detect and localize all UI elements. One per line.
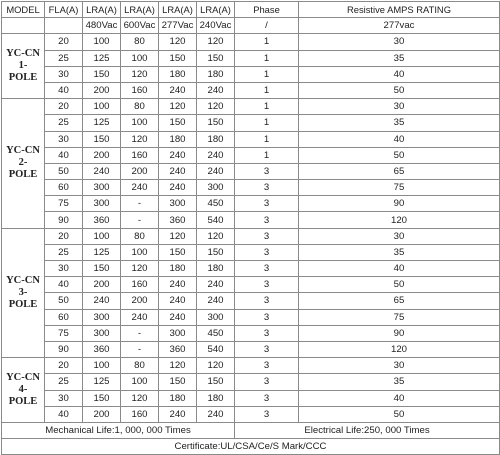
table-row xyxy=(2,99,500,115)
mechanical-life: Mechanical Life:1, 000, 000 Times xyxy=(2,422,235,438)
lra-240-cell: 450 xyxy=(197,325,235,341)
phase-cell: 3 xyxy=(235,244,299,260)
resistive-cell: 50 xyxy=(299,147,500,163)
table-row xyxy=(2,406,500,422)
lra-480-cell: 150 xyxy=(83,390,121,406)
phase-cell: 3 xyxy=(235,374,299,390)
lra-240-cell: 240 xyxy=(197,293,235,309)
lra-240-cell: 150 xyxy=(197,374,235,390)
table-row xyxy=(2,115,500,131)
subheader-480vac: 480Vac xyxy=(83,18,121,34)
lra-277-cell: 240 xyxy=(159,406,197,422)
table-row xyxy=(2,277,500,293)
table-row xyxy=(2,180,500,196)
phase-cell: 3 xyxy=(235,293,299,309)
lra-277-cell: 240 xyxy=(159,309,197,325)
header-lra-600: LRA(A) xyxy=(121,2,159,18)
lra-600-cell: - xyxy=(121,341,159,357)
resistive-cell: 65 xyxy=(299,293,500,309)
phase-cell: 3 xyxy=(235,390,299,406)
lra-277-cell: 120 xyxy=(159,99,197,115)
lra-240-cell: 240 xyxy=(197,147,235,163)
header-lra-480: LRA(A) xyxy=(83,2,121,18)
phase-cell: 3 xyxy=(235,325,299,341)
lra-277-cell: 150 xyxy=(159,374,197,390)
phase-cell: 3 xyxy=(235,261,299,277)
lra-600-cell: 160 xyxy=(121,277,159,293)
lra-480-cell: 100 xyxy=(83,99,121,115)
lra-480-cell: 100 xyxy=(83,358,121,374)
resistive-cell: 50 xyxy=(299,277,500,293)
lra-480-cell: 300 xyxy=(83,309,121,325)
resistive-cell: 50 xyxy=(299,82,500,98)
lra-277-cell: 240 xyxy=(159,147,197,163)
lra-240-cell: 180 xyxy=(197,261,235,277)
resistive-cell: 75 xyxy=(299,309,500,325)
lra-277-cell: 240 xyxy=(159,163,197,179)
lra-600-cell: 120 xyxy=(121,261,159,277)
lra-240-cell: 120 xyxy=(197,358,235,374)
model-line: 3- xyxy=(18,286,28,298)
model-cell xyxy=(2,228,45,358)
model-cell xyxy=(2,358,45,423)
lra-480-cell: 150 xyxy=(83,261,121,277)
table-row xyxy=(2,196,500,212)
table-row xyxy=(2,325,500,341)
subheader-240vac: 240Vac xyxy=(197,18,235,34)
lra-600-cell: 80 xyxy=(121,34,159,50)
fla-cell: 25 xyxy=(45,374,83,390)
model-line: POLE xyxy=(8,396,38,407)
lra-277-cell: 360 xyxy=(159,341,197,357)
fla-cell: 25 xyxy=(45,244,83,260)
fla-cell: 60 xyxy=(45,180,83,196)
lra-480-cell: 200 xyxy=(83,82,121,98)
certificate-row xyxy=(2,439,500,455)
fla-cell: 60 xyxy=(45,309,83,325)
lra-480-cell: 125 xyxy=(83,374,121,390)
lra-600-cell: 200 xyxy=(121,163,159,179)
table-row xyxy=(2,374,500,390)
lra-480-cell: 300 xyxy=(83,180,121,196)
resistive-cell: 30 xyxy=(299,358,500,374)
lra-600-cell: 160 xyxy=(121,406,159,422)
subheader-row xyxy=(2,18,500,34)
rating-table xyxy=(1,1,500,455)
electrical-life: Electrical Life:250, 000 Times xyxy=(235,422,500,438)
model-line: YC-CN xyxy=(6,48,40,60)
resistive-cell: 30 xyxy=(299,34,500,50)
table-row xyxy=(2,358,500,374)
lra-600-cell: 120 xyxy=(121,390,159,406)
lra-240-cell: 540 xyxy=(197,341,235,357)
table-row xyxy=(2,66,500,82)
lra-240-cell: 180 xyxy=(197,390,235,406)
lra-480-cell: 125 xyxy=(83,115,121,131)
table-row xyxy=(2,131,500,147)
model-cell xyxy=(2,99,45,229)
fla-cell: 20 xyxy=(45,99,83,115)
fla-cell: 20 xyxy=(45,228,83,244)
resistive-cell: 50 xyxy=(299,406,500,422)
lra-240-cell: 150 xyxy=(197,244,235,260)
table-row xyxy=(2,228,500,244)
fla-cell: 75 xyxy=(45,325,83,341)
lra-600-cell: 100 xyxy=(121,50,159,66)
lra-240-cell: 450 xyxy=(197,196,235,212)
phase-cell: 1 xyxy=(235,99,299,115)
phase-cell: 1 xyxy=(235,131,299,147)
fla-cell: 30 xyxy=(45,66,83,82)
subheader-phase: / xyxy=(235,18,299,34)
resistive-cell: 120 xyxy=(299,341,500,357)
lra-240-cell: 120 xyxy=(197,99,235,115)
phase-cell: 1 xyxy=(235,34,299,50)
lra-600-cell: - xyxy=(121,196,159,212)
resistive-cell: 90 xyxy=(299,325,500,341)
resistive-cell: 35 xyxy=(299,50,500,66)
lra-480-cell: 200 xyxy=(83,147,121,163)
table-row xyxy=(2,341,500,357)
table-row xyxy=(2,244,500,260)
table-row xyxy=(2,261,500,277)
lra-480-cell: 360 xyxy=(83,212,121,228)
phase-cell: 3 xyxy=(235,228,299,244)
lra-480-cell: 100 xyxy=(83,228,121,244)
resistive-cell: 35 xyxy=(299,115,500,131)
table-row xyxy=(2,390,500,406)
model-line: POLE xyxy=(8,169,38,181)
table-row xyxy=(2,147,500,163)
resistive-cell: 30 xyxy=(299,99,500,115)
fla-cell: 40 xyxy=(45,147,83,163)
lra-240-cell: 240 xyxy=(197,277,235,293)
subheader-277vac: 277Vac xyxy=(159,18,197,34)
lra-240-cell: 150 xyxy=(197,115,235,131)
lra-480-cell: 240 xyxy=(83,163,121,179)
phase-cell: 3 xyxy=(235,180,299,196)
model-line: YC-CN xyxy=(6,145,40,157)
resistive-cell: 35 xyxy=(299,244,500,260)
phase-cell: 1 xyxy=(235,66,299,82)
lra-600-cell: 100 xyxy=(121,115,159,131)
model-line: 4- xyxy=(18,384,28,395)
lra-240-cell: 240 xyxy=(197,163,235,179)
resistive-cell: 90 xyxy=(299,196,500,212)
resistive-cell: 75 xyxy=(299,180,500,196)
phase-cell: 3 xyxy=(235,341,299,357)
lra-480-cell: 150 xyxy=(83,131,121,147)
model-line: POLE xyxy=(8,298,38,310)
lra-600-cell: 80 xyxy=(121,358,159,374)
lra-277-cell: 240 xyxy=(159,82,197,98)
lra-480-cell: 200 xyxy=(83,406,121,422)
lra-240-cell: 540 xyxy=(197,212,235,228)
resistive-cell: 40 xyxy=(299,390,500,406)
lra-480-cell: 200 xyxy=(83,277,121,293)
header-resistive-rating: Resistive AMPS RATING xyxy=(299,2,500,18)
table-row xyxy=(2,82,500,98)
subheader-resistive: 277vac xyxy=(299,18,500,34)
model-cell xyxy=(2,34,45,99)
lra-240-cell: 240 xyxy=(197,82,235,98)
model-line: POLE xyxy=(8,72,38,84)
lra-277-cell: 240 xyxy=(159,293,197,309)
model-line: YC-CN xyxy=(6,372,40,383)
phase-cell: 3 xyxy=(235,406,299,422)
fla-cell: 90 xyxy=(45,212,83,228)
lra-277-cell: 150 xyxy=(159,244,197,260)
lra-277-cell: 180 xyxy=(159,66,197,82)
subheader-blank-model xyxy=(2,18,45,34)
header-fla: FLA(A) xyxy=(45,2,83,18)
table-row xyxy=(2,34,500,50)
lra-480-cell: 125 xyxy=(83,244,121,260)
fla-cell: 30 xyxy=(45,390,83,406)
table-row xyxy=(2,50,500,66)
table-footer xyxy=(2,422,500,454)
lra-600-cell: 80 xyxy=(121,228,159,244)
lra-277-cell: 300 xyxy=(159,196,197,212)
lra-600-cell: 200 xyxy=(121,293,159,309)
fla-cell: 50 xyxy=(45,293,83,309)
lra-480-cell: 300 xyxy=(83,196,121,212)
fla-cell: 50 xyxy=(45,163,83,179)
table-row xyxy=(2,163,500,179)
lra-600-cell: 160 xyxy=(121,147,159,163)
certificate: Certificate:UL/CSA/Ce/S Mark/CCC xyxy=(2,439,500,455)
lra-600-cell: 240 xyxy=(121,309,159,325)
phase-cell: 1 xyxy=(235,50,299,66)
subheader-600vac: 600Vac xyxy=(121,18,159,34)
lra-480-cell: 360 xyxy=(83,341,121,357)
lra-600-cell: - xyxy=(121,212,159,228)
lra-240-cell: 120 xyxy=(197,228,235,244)
phase-cell: 3 xyxy=(235,163,299,179)
lra-600-cell: 80 xyxy=(121,99,159,115)
header-model: MODEL xyxy=(2,2,45,18)
lra-277-cell: 150 xyxy=(159,115,197,131)
resistive-cell: 35 xyxy=(299,374,500,390)
lra-240-cell: 180 xyxy=(197,66,235,82)
model-line: 2- xyxy=(18,157,28,169)
lra-600-cell: - xyxy=(121,325,159,341)
phase-cell: 1 xyxy=(235,147,299,163)
lra-600-cell: 160 xyxy=(121,82,159,98)
lra-480-cell: 300 xyxy=(83,325,121,341)
lra-480-cell: 240 xyxy=(83,293,121,309)
fla-cell: 20 xyxy=(45,34,83,50)
fla-cell: 25 xyxy=(45,115,83,131)
lra-277-cell: 120 xyxy=(159,34,197,50)
lra-277-cell: 180 xyxy=(159,390,197,406)
fla-cell: 40 xyxy=(45,82,83,98)
header-row xyxy=(2,2,500,18)
lra-480-cell: 150 xyxy=(83,66,121,82)
resistive-cell: 65 xyxy=(299,163,500,179)
phase-cell: 1 xyxy=(235,82,299,98)
lra-600-cell: 120 xyxy=(121,131,159,147)
resistive-cell: 40 xyxy=(299,261,500,277)
lra-480-cell: 125 xyxy=(83,50,121,66)
fla-cell: 25 xyxy=(45,50,83,66)
lra-240-cell: 120 xyxy=(197,34,235,50)
phase-cell: 1 xyxy=(235,115,299,131)
lra-600-cell: 100 xyxy=(121,244,159,260)
phase-cell: 3 xyxy=(235,358,299,374)
phase-cell: 3 xyxy=(235,196,299,212)
lra-240-cell: 180 xyxy=(197,131,235,147)
fla-cell: 75 xyxy=(45,196,83,212)
model-line: 1- xyxy=(18,60,28,72)
life-row xyxy=(2,422,500,438)
header-lra-277: LRA(A) xyxy=(159,2,197,18)
resistive-cell: 30 xyxy=(299,228,500,244)
fla-cell: 90 xyxy=(45,341,83,357)
fla-cell: 40 xyxy=(45,277,83,293)
phase-cell: 3 xyxy=(235,277,299,293)
lra-277-cell: 150 xyxy=(159,50,197,66)
fla-cell: 20 xyxy=(45,358,83,374)
lra-277-cell: 120 xyxy=(159,228,197,244)
header-phase: Phase xyxy=(235,2,299,18)
lra-240-cell: 150 xyxy=(197,50,235,66)
fla-cell: 30 xyxy=(45,261,83,277)
resistive-cell: 40 xyxy=(299,131,500,147)
table-row xyxy=(2,293,500,309)
lra-240-cell: 240 xyxy=(197,406,235,422)
phase-cell: 3 xyxy=(235,309,299,325)
lra-277-cell: 120 xyxy=(159,358,197,374)
lra-600-cell: 120 xyxy=(121,66,159,82)
model-line: YC-CN xyxy=(6,274,40,286)
header-lra-240: LRA(A) xyxy=(197,2,235,18)
fla-cell: 30 xyxy=(45,131,83,147)
lra-600-cell: 240 xyxy=(121,180,159,196)
resistive-cell: 120 xyxy=(299,212,500,228)
lra-480-cell: 100 xyxy=(83,34,121,50)
table-row xyxy=(2,309,500,325)
lra-277-cell: 240 xyxy=(159,277,197,293)
subheader-blank-fla xyxy=(45,18,83,34)
lra-240-cell: 300 xyxy=(197,309,235,325)
lra-277-cell: 180 xyxy=(159,261,197,277)
table-row xyxy=(2,212,500,228)
lra-277-cell: 240 xyxy=(159,180,197,196)
lra-600-cell: 100 xyxy=(121,374,159,390)
resistive-cell: 40 xyxy=(299,66,500,82)
fla-cell: 40 xyxy=(45,406,83,422)
lra-277-cell: 300 xyxy=(159,325,197,341)
lra-277-cell: 360 xyxy=(159,212,197,228)
lra-277-cell: 180 xyxy=(159,131,197,147)
table-body xyxy=(2,2,500,423)
phase-cell: 3 xyxy=(235,212,299,228)
lra-240-cell: 300 xyxy=(197,180,235,196)
